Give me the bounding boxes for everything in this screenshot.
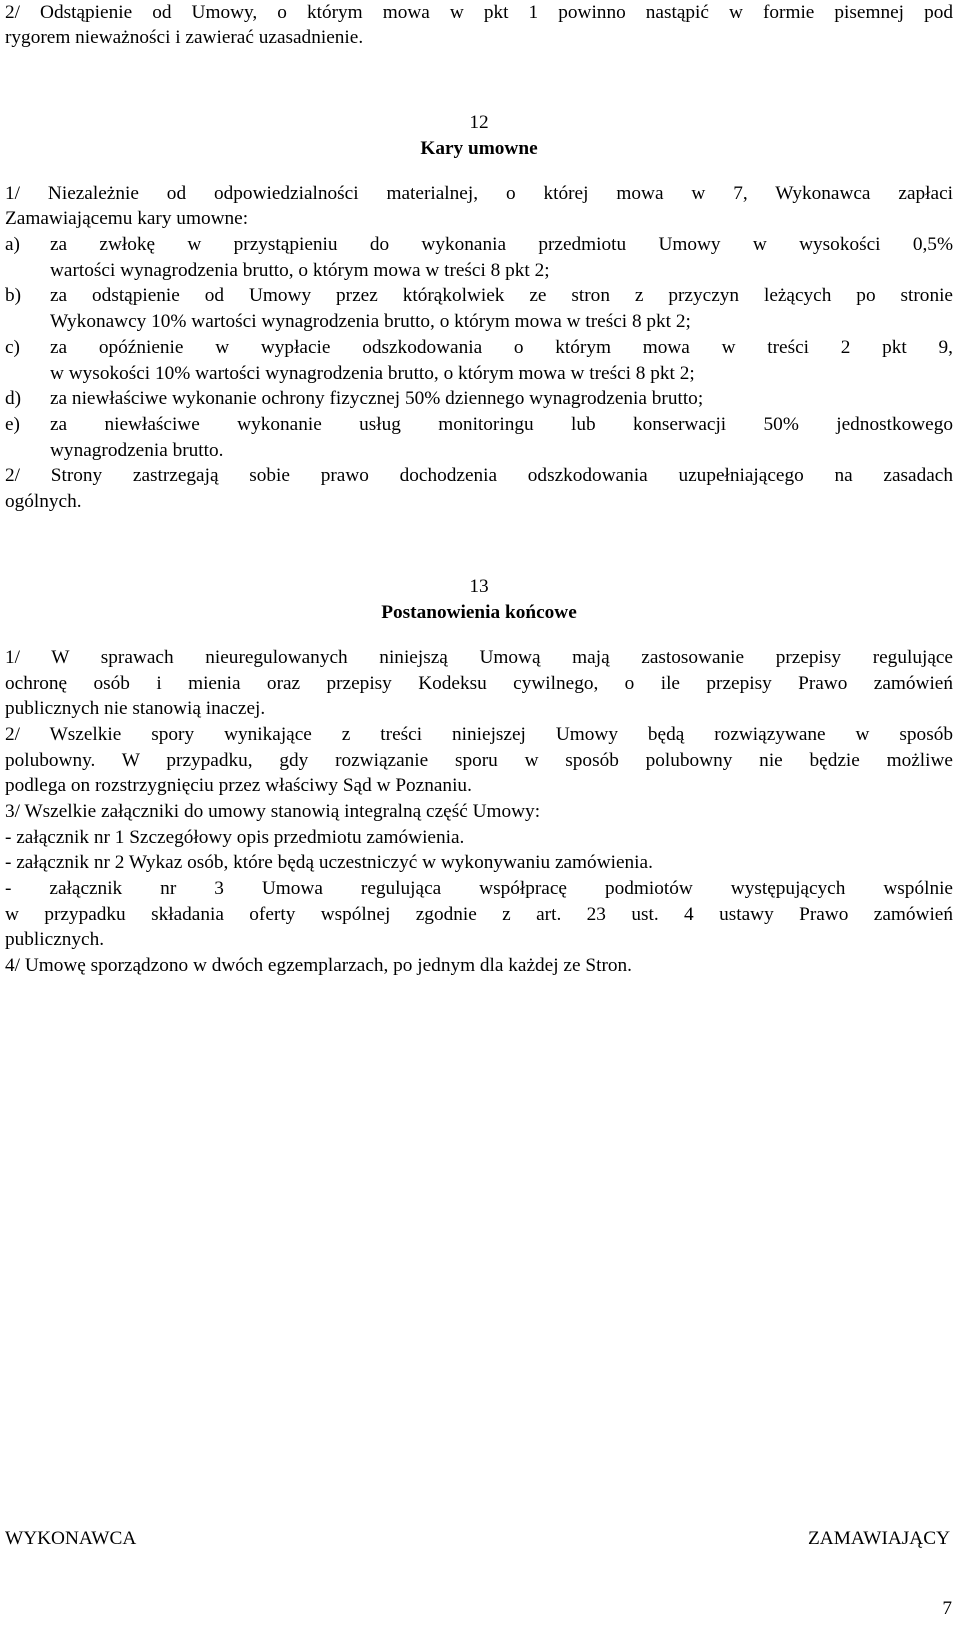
penalty-item-a-label: a) bbox=[5, 234, 20, 255]
penalty-item-b-line-1: za odstąpienie od Umowy przez którąkolwiek ze stron z przyczyn leżących po stronie bbox=[50, 285, 953, 306]
penalty-item-c-line-2: w wysokości 10% wartości wynagrodzenia brutto, o którym mowa w treści 8 pkt 2; bbox=[50, 363, 695, 384]
section-12-point-2-line-2: ogólnych. bbox=[5, 491, 82, 512]
signature-client: ZAMAWIAJĄCY bbox=[808, 1528, 950, 1549]
section-12-title: Kary umowne bbox=[420, 138, 538, 159]
section-13-line-5: polubowny. W przypadku, gdy rozwiązanie sporu w sposób polubowny nie będzie możliwe bbox=[5, 750, 953, 771]
section-13-line-6: podlega on rozstrzygnięciu przez właściwy Sąd w Poznaniu. bbox=[5, 775, 472, 796]
section-13-line-4: 2/ Wszelkie spory wynikające z treści niniejszej Umowy będą rozwiązywane w sposób bbox=[5, 724, 953, 745]
penalty-item-b-line-2: Wykonawcy 10% wartości wynagrodzenia brutto, o którym mowa w treści 8 pkt 2; bbox=[50, 311, 691, 332]
section-13-line-13: 4/ Umowę sporządzono w dwóch egzemplarzach, po jednym dla każdej ze Stron. bbox=[5, 955, 632, 976]
penalty-item-c-label: c) bbox=[5, 337, 20, 358]
penalty-item-d-label: d) bbox=[5, 388, 22, 409]
penalty-item-c-line-1: za opóźnienie w wypłacie odszkodowania o którym mowa w treści 2 pkt 9, bbox=[50, 337, 953, 358]
penalty-item-b-label: b) bbox=[5, 285, 22, 306]
section-13-line-8: - załącznik nr 1 Szczegółowy opis przedmiotu zamówienia. bbox=[5, 827, 465, 848]
section-13-number: 13 bbox=[469, 576, 489, 597]
section-13-line-11: w przypadku składania oferty wspólnej zgodnie z art. 23 ust. 4 ustawy Prawo zamówień bbox=[5, 904, 953, 925]
signature-contractor: WYKONAWCA bbox=[5, 1528, 137, 1549]
section-12-intro-line-1: 1/ Niezależnie od odpowiedzialności materialnej, o której mowa w 7, Wykonawca zapłaci bbox=[5, 183, 953, 204]
section-13-line-1: 1/ W sprawach nieuregulowanych niniejszą Umową mają zastosowanie przepisy regulujące bbox=[5, 647, 953, 668]
section-13-line-2: ochronę osób i mienia oraz przepisy Kodeksu cywilnego, o ile przepisy Prawo zamówień bbox=[5, 673, 953, 694]
section-12-point-2-line-1: 2/ Strony zastrzegają sobie prawo dochodzenia odszkodowania uzupełniającego na zasadach bbox=[5, 465, 953, 486]
section-13-title: Postanowienia końcowe bbox=[381, 602, 577, 623]
section-13-line-7: 3/ Wszelkie załączniki do umowy stanowią integralną część Umowy: bbox=[5, 801, 541, 822]
penalty-item-a-line-2: wartości wynagrodzenia brutto, o którym mowa w treści 8 pkt 2; bbox=[50, 260, 550, 281]
section-13-line-3: publicznych nie stanowią inaczej. bbox=[5, 698, 266, 719]
section-13-line-9: - załącznik nr 2 Wykaz osób, które będą uczestniczyć w wykonywaniu zamówienia. bbox=[5, 852, 653, 873]
penalty-item-e-line-1: za niewłaściwe wykonanie usług monitoringu lub konserwacji 50% jednostkowego bbox=[50, 414, 953, 435]
penalty-item-e-line-2: wynagrodzenia brutto. bbox=[50, 440, 224, 461]
paragraph-11-2-line-1: 2/ Odstąpienie od Umowy, o którym mowa w pkt 1 powinno nastąpić w formie pisemnej pod bbox=[5, 2, 953, 23]
section-13-line-12: publicznych. bbox=[5, 929, 105, 950]
page-number: 7 bbox=[942, 1598, 952, 1619]
section-12-number: 12 bbox=[469, 112, 489, 133]
section-12-intro-line-2: Zamawiającemu kary umowne: bbox=[5, 208, 249, 229]
penalty-item-e-label: e) bbox=[5, 414, 20, 435]
paragraph-11-2-line-2: rygorem nieważności i zawierać uzasadnienie. bbox=[5, 27, 364, 48]
section-13-line-10: - załącznik nr 3 Umowa regulująca współpracę podmiotów występujących wspólnie bbox=[5, 878, 953, 899]
penalty-item-d-line-1: za niewłaściwe wykonanie ochrony fizycznej 50% dziennego wynagrodzenia brutto; bbox=[50, 388, 704, 409]
penalty-item-a-line-1: za zwłokę w przystąpieniu do wykonania przedmiotu Umowy w wysokości 0,5% bbox=[50, 234, 953, 255]
